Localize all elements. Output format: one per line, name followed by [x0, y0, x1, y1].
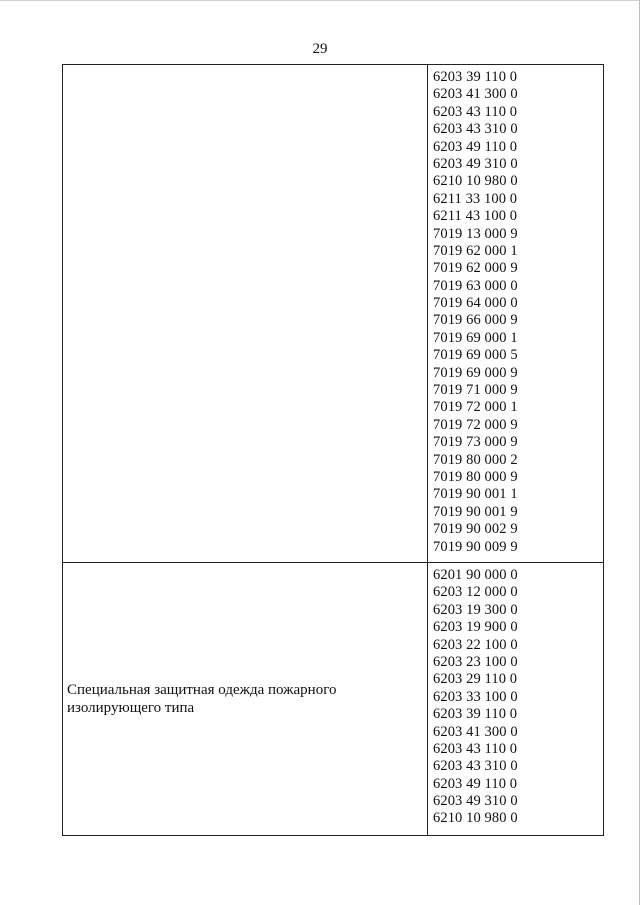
page-edge	[0, 0, 640, 1]
code-item: 6203 33 100 0	[433, 688, 518, 705]
code-item: 6203 49 110 0	[433, 775, 518, 792]
code-item: 7019 64 000 0	[433, 295, 518, 312]
code-item: 7019 62 000 9	[433, 260, 518, 277]
code-item: 6203 49 310 0	[433, 793, 518, 810]
code-item: 6201 90 000 0	[433, 567, 518, 583]
code-item: 6203 43 310 0	[433, 121, 518, 138]
code-item: 6203 23 100 0	[433, 653, 518, 670]
code-item: 7019 69 000 1	[433, 329, 518, 346]
code-item: 7019 90 009 9	[433, 538, 518, 555]
code-item: 6203 12 000 0	[433, 584, 518, 601]
code-item: 7019 90 001 1	[433, 486, 518, 503]
code-item: 7019 63 000 0	[433, 277, 518, 294]
code-item: 6203 41 300 0	[433, 86, 518, 103]
code-item: 7019 69 000 9	[433, 364, 518, 381]
codes-cell	[428, 563, 604, 836]
table-row	[63, 563, 604, 836]
code-item: 6211 43 100 0	[433, 208, 518, 225]
code-item: 7019 71 000 9	[433, 382, 518, 399]
code-item: 6211 33 100 0	[433, 190, 518, 207]
code-item: 7019 80 000 9	[433, 468, 518, 485]
code-item: 6210 10 980 0	[433, 173, 518, 190]
code-item: 6203 43 110 0	[433, 740, 518, 757]
code-item: 7019 72 000 1	[433, 399, 518, 416]
code-item: 7019 62 000 1	[433, 242, 518, 259]
code-item: 6203 19 300 0	[433, 601, 518, 618]
code-item: 6203 39 110 0	[433, 706, 518, 723]
code-item: 6203 43 110 0	[433, 103, 518, 120]
code-item: 7019 90 002 9	[433, 521, 518, 538]
description-cell	[63, 65, 428, 563]
description-cell	[63, 563, 428, 836]
code-item: 6203 39 110 0	[433, 69, 518, 85]
code-item: 6203 41 300 0	[433, 723, 518, 740]
code-item: 7019 80 000 2	[433, 451, 518, 468]
code-item: 6203 49 310 0	[433, 155, 518, 172]
codes-cell	[428, 65, 604, 563]
code-item: 7019 90 001 9	[433, 503, 518, 520]
code-item: 6203 29 110 0	[433, 671, 518, 688]
code-item: 6203 22 100 0	[433, 636, 518, 653]
code-list	[428, 563, 603, 828]
code-item: 7019 69 000 5	[433, 347, 518, 364]
page-number: 29	[312, 41, 328, 57]
code-item: 7019 72 000 9	[433, 416, 518, 433]
code-list	[428, 65, 603, 556]
code-item: 7019 73 000 9	[433, 434, 518, 451]
code-item: 6203 49 110 0	[433, 138, 518, 155]
code-item: 6203 43 310 0	[433, 758, 518, 775]
code-item: 7019 13 000 9	[433, 225, 518, 242]
code-item: 6210 10 980 0	[433, 810, 518, 827]
code-item: 6203 19 900 0	[433, 619, 518, 636]
table-row	[63, 65, 604, 563]
code-item: 7019 66 000 9	[433, 312, 518, 329]
product-codes-table	[62, 64, 604, 836]
description-text: Специальная защитная одежда пожарного изолирующего типа	[67, 682, 337, 716]
